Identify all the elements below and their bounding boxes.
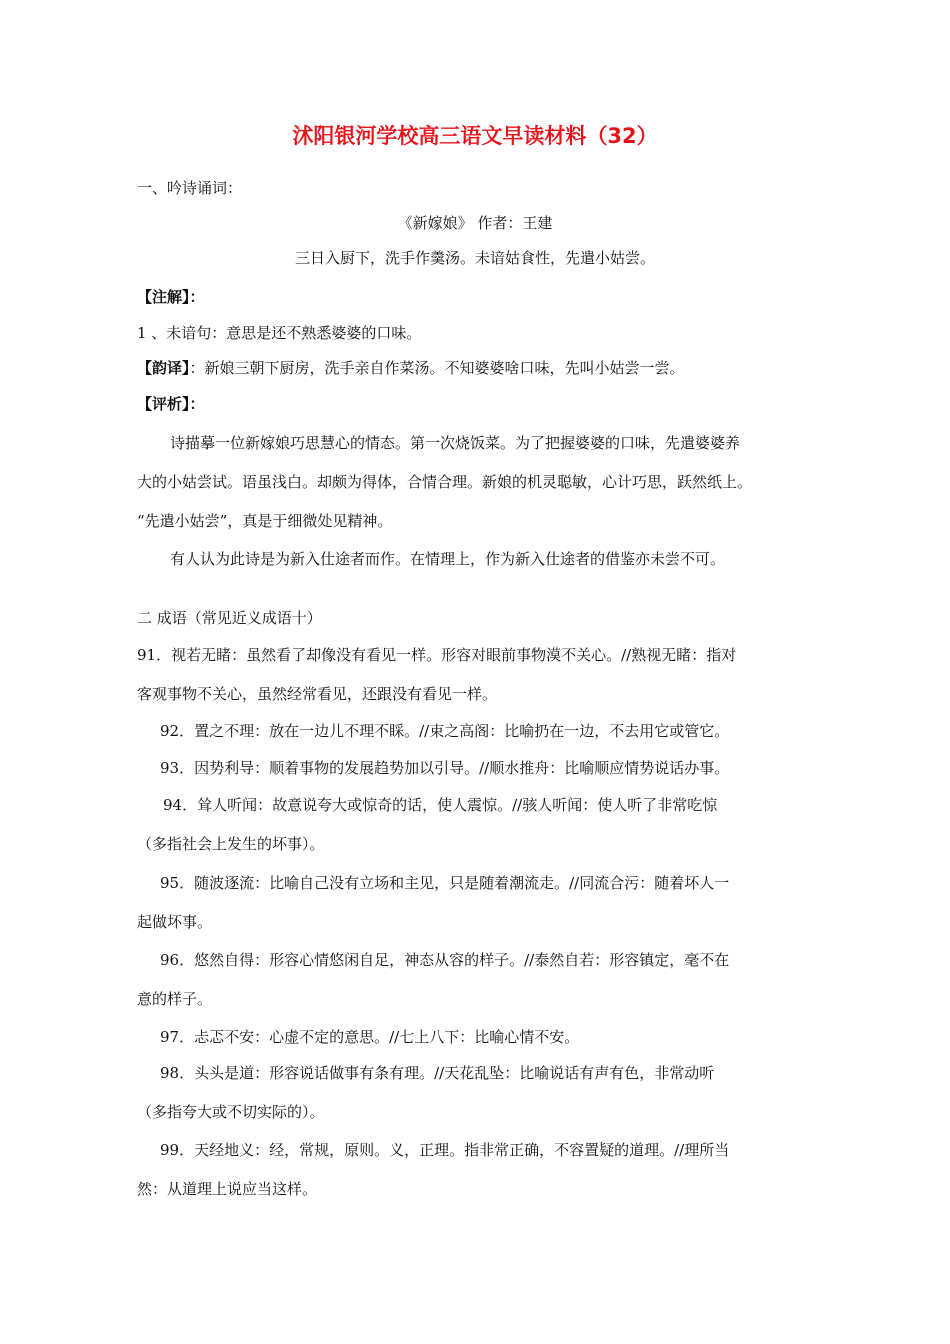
comment-line: 有人认为此诗是为新入仕途者而作。在情理上，作为新入仕途者的借鉴亦未尝不可。 bbox=[170, 550, 726, 568]
idiom-line: （多指夸大或不切实际的）。 bbox=[137, 1103, 325, 1121]
idiom-line: 客观事物不关心，虽然经常看见，还跟没有看见一样。 bbox=[137, 685, 498, 703]
translation-text: ：新娘三朝下厨房，洗手亲自作菜汤。不知婆婆啥口味，先叫小姑尝一尝。 bbox=[189, 359, 685, 377]
comment-line: “先遣小姑尝”，真是于细微处见精神。 bbox=[137, 512, 393, 530]
idiom-line: 99．天经地义：经，常规，原则。义，正理。指非常正确，不容置疑的道理。//理所当 bbox=[160, 1141, 730, 1159]
idiom-line: 95．随波逐流：比喻自己没有立场和主见，只是随着潮流走。//同流合污：随着坏人一 bbox=[160, 874, 730, 892]
idiom-line: 起做坏事。 bbox=[137, 913, 213, 931]
section-heading-idioms: 二 成语（常见近义成语十） bbox=[137, 609, 322, 627]
idiom-line: 92．置之不理：放在一边儿不理不睬。//束之高阁：比喻扔在一边，不去用它或管它。 bbox=[160, 722, 730, 740]
idiom-line: 97．忐忑不安：心虚不定的意思。//七上八下：比喻心情不安。 bbox=[160, 1028, 580, 1046]
translation-line bbox=[137, 357, 685, 379]
idiom-line: 93．因势利导：顺着事物的发展趋势加以引导。//顺水推舟：比喻顺应情势说话办事。 bbox=[160, 759, 730, 777]
notes-label: 【注解】： bbox=[137, 288, 205, 306]
idiom-line: 然：从道理上说应当这样。 bbox=[137, 1180, 318, 1198]
comment-line: 大的小姑尝试。语虽浅白。却颇为得体，合情合理。新娘的机灵聪敏，心计巧思，跃然纸上。 bbox=[137, 473, 753, 491]
note-item: 1 、未谙句：意思是还不熟悉婆婆的口味。 bbox=[137, 324, 422, 342]
page-title: 沭阳银河学校高三语文早读材料（32） bbox=[292, 124, 658, 148]
idiom-line: 意的样子。 bbox=[137, 990, 213, 1008]
idiom-line: （多指社会上发生的坏事）。 bbox=[137, 835, 325, 853]
poem-title: 《新嫁娘》 作者：王建 bbox=[397, 214, 553, 232]
idiom-line: 98．头头是道：形容说话做事有条有理。//天花乱坠：比喻说话有声有色，非常动听 bbox=[160, 1064, 715, 1082]
comment-label: 【评析】： bbox=[137, 395, 205, 413]
translation-label: 【韵译】 bbox=[137, 359, 190, 377]
section-heading-poem: 一、吟诗诵词： bbox=[137, 179, 243, 197]
poem-text: 三日入厨下，洗手作羹汤。未谙姑食性，先遣小姑尝。 bbox=[294, 249, 655, 267]
idiom-line: 91．视若无睹：虽然看了却像没有看见一样。形容对眼前事物漠不关心。//熟视无睹：指对 bbox=[137, 646, 737, 664]
idiom-line: 94．耸人听闻：故意说夸大或惊奇的话，使人震惊。//骇人听闻：使人听了非常吃惊 bbox=[163, 796, 718, 814]
idiom-line: 96．悠然自得：形容心情悠闲自足，神态从容的样子。//泰然自若：形容镇定，毫不在 bbox=[160, 951, 730, 969]
comment-line: 诗描摹一位新嫁娘巧思慧心的情态。第一次烧饭菜。为了把握婆婆的口味，先遣婆婆养 bbox=[170, 434, 741, 452]
